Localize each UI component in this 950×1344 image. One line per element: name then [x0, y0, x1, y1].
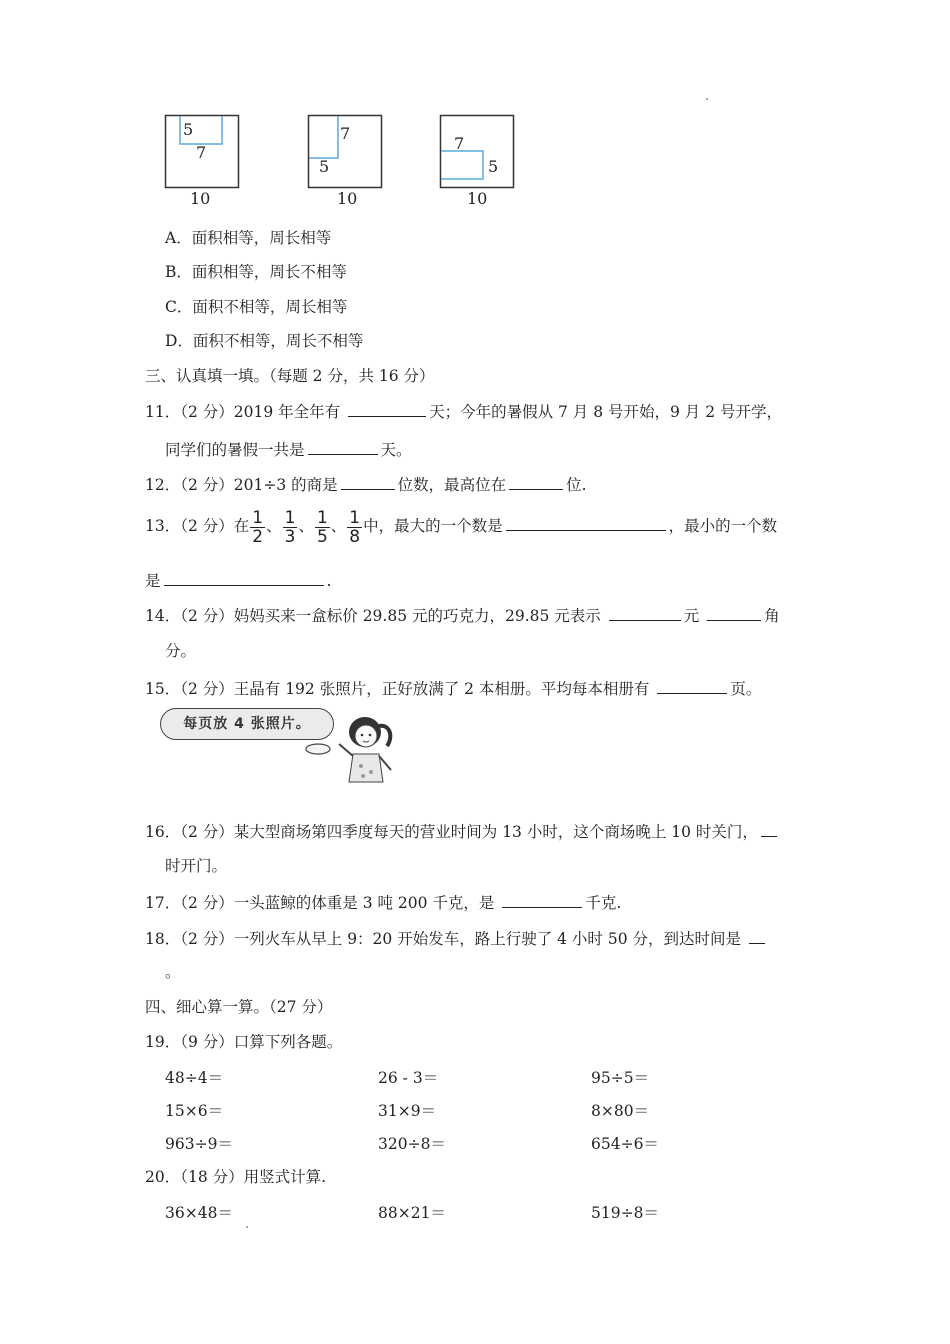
question-20-title: 20．（18 分）用竖式计算. — [145, 1168, 327, 1186]
stray-dot — [706, 98, 708, 100]
q17-text-b: 千克. — [585, 894, 622, 912]
stray-dot — [246, 1226, 248, 1228]
q13-text-c: ，最小的一个数 — [668, 517, 778, 535]
q18-text-a: 18．（2 分）一列火车从早上 9：20 开始发车，路上行驶了 4 小时 50 分，到达时间是 — [145, 930, 746, 948]
question-14-cont: 分。 — [165, 642, 197, 660]
q19-item: 26 - 3＝ — [378, 1069, 439, 1087]
question-16 — [145, 820, 780, 842]
q12-text-b: 位数，最高位在 — [397, 476, 507, 494]
question-14 — [145, 604, 780, 626]
figure-1 — [164, 114, 244, 210]
figure-3 — [439, 114, 519, 210]
q15-text-a: 15．（2 分）王晶有 192 张照片，正好放满了 2 本相册。平均每本相册有 — [145, 680, 655, 698]
q11-blank-2[interactable] — [308, 438, 378, 455]
question-18-cont: 。 — [165, 963, 181, 981]
q12-blank-2[interactable] — [509, 473, 563, 490]
q13-blank-2[interactable] — [164, 569, 324, 586]
figure-3-label-top: 7 — [454, 134, 465, 153]
q19-item: 95÷5＝ — [591, 1069, 650, 1087]
figure-3-label-right: 5 — [488, 157, 499, 176]
q13-blank-1[interactable] — [506, 514, 666, 531]
section-3-heading: 三、认真填一填。（每题 2 分，共 16 分） — [145, 367, 435, 385]
question-19-title: 19．（9 分）口算下列各题。 — [145, 1033, 343, 1051]
question-17 — [145, 891, 621, 913]
q13-text-e: . — [326, 572, 332, 590]
q14-text-b: 元 — [683, 607, 705, 625]
question-11-cont — [165, 438, 412, 460]
q19-item: 31×9＝ — [378, 1102, 437, 1120]
section-4-heading: 四、细心算一算。（27 分） — [145, 998, 333, 1016]
q19-item: 48÷4＝ — [165, 1069, 224, 1087]
q13-text-d: 是 — [145, 572, 161, 590]
figure-1-label-bottom: 7 — [196, 143, 207, 162]
figure-2-base-label: 10 — [337, 189, 358, 208]
q15-text-b: 页。 — [730, 680, 762, 698]
fraction-1-3: $\frac{1}{3}$ — [284, 507, 296, 547]
q13-text-a: 13．（2 分）在 — [145, 517, 250, 535]
option-d: D．面积不相等，周长不相等 — [165, 332, 364, 350]
figure-1-label-top: 5 — [183, 120, 194, 139]
q14-blank-1[interactable] — [609, 604, 681, 621]
q14-text-a: 14．（2 分）妈妈买来一盒标价 29.85 元的巧克力，29.85 元表示 — [145, 607, 606, 625]
q13-text-b: 中，最大的一个数是 — [363, 517, 503, 535]
question-11 — [145, 400, 782, 422]
fraction-separator: 、 — [266, 517, 282, 535]
figure-1-base-label: 10 — [190, 189, 211, 208]
q11-text-b: 天；今年的暑假从 7 月 8 号开始，9 月 2 号开学， — [429, 403, 783, 421]
q11-text-d: 天。 — [380, 441, 412, 459]
q12-text-a: 12．（2 分）201÷3 的商是 — [145, 476, 338, 494]
speech-bubble: 每页放 4 张照片。 — [160, 708, 334, 740]
q11-blank-1[interactable] — [348, 400, 426, 417]
figure-2 — [307, 114, 387, 210]
question-16-cont: 时开门。 — [165, 857, 228, 875]
option-b: B．面积相等，周长不相等 — [165, 263, 347, 281]
q17-text-a: 17．（2 分）一头蓝鲸的体重是 3 吨 200 千克，是 — [145, 894, 500, 912]
q20-item: 519÷8＝ — [591, 1204, 659, 1222]
fraction-1-5: $\frac{1}{5}$ — [316, 507, 328, 547]
q12-blank-1[interactable] — [341, 473, 395, 490]
q14-text-c: 角 — [764, 607, 780, 625]
fraction-separator: 、 — [330, 517, 347, 535]
q19-item: 8×80＝ — [591, 1102, 650, 1120]
question-12 — [145, 473, 587, 495]
girl-illustration — [333, 712, 403, 788]
q19-item: 15×6＝ — [165, 1102, 224, 1120]
q12-text-c: 位. — [566, 476, 587, 494]
q20-item: 36×48＝ — [165, 1204, 233, 1222]
figure-3-base-label: 10 — [467, 189, 488, 208]
q19-item: 963÷9＝ — [165, 1135, 233, 1153]
q17-blank[interactable] — [502, 891, 582, 908]
q16-blank[interactable] — [761, 820, 777, 837]
question-18 — [145, 927, 768, 949]
question-13 — [145, 506, 777, 546]
q18-blank[interactable] — [749, 927, 765, 944]
fraction-1-8: $\frac{1}{8}$ — [349, 507, 361, 547]
q11-text-a: 11．（2 分）2019 年全年有 — [145, 403, 346, 421]
option-c: C．面积不相等，周长相等 — [165, 298, 348, 316]
fraction-separator: 、 — [298, 517, 314, 535]
option-a: A．面积相等，周长相等 — [165, 229, 332, 247]
speech-bubble-tail — [304, 742, 332, 756]
q14-blank-2[interactable] — [707, 604, 761, 621]
q19-item: 320÷8＝ — [378, 1135, 446, 1153]
question-15 — [145, 677, 761, 699]
q16-text-a: 16．（2 分）某大型商场第四季度每天的营业时间为 13 小时，这个商场晚上 10 时关门， — [145, 823, 758, 841]
figure-2-label-bottom: 5 — [319, 157, 330, 176]
q19-item: 654÷6＝ — [591, 1135, 659, 1153]
fraction-1-2: $\frac{1}{2}$ — [252, 507, 264, 547]
question-13-cont — [145, 569, 331, 591]
q20-item: 88×21＝ — [378, 1204, 446, 1222]
figure-2-label-top: 7 — [340, 124, 351, 143]
q11-text-c: 同学们的暑假一共是 — [165, 441, 305, 459]
q15-blank[interactable] — [657, 677, 727, 694]
